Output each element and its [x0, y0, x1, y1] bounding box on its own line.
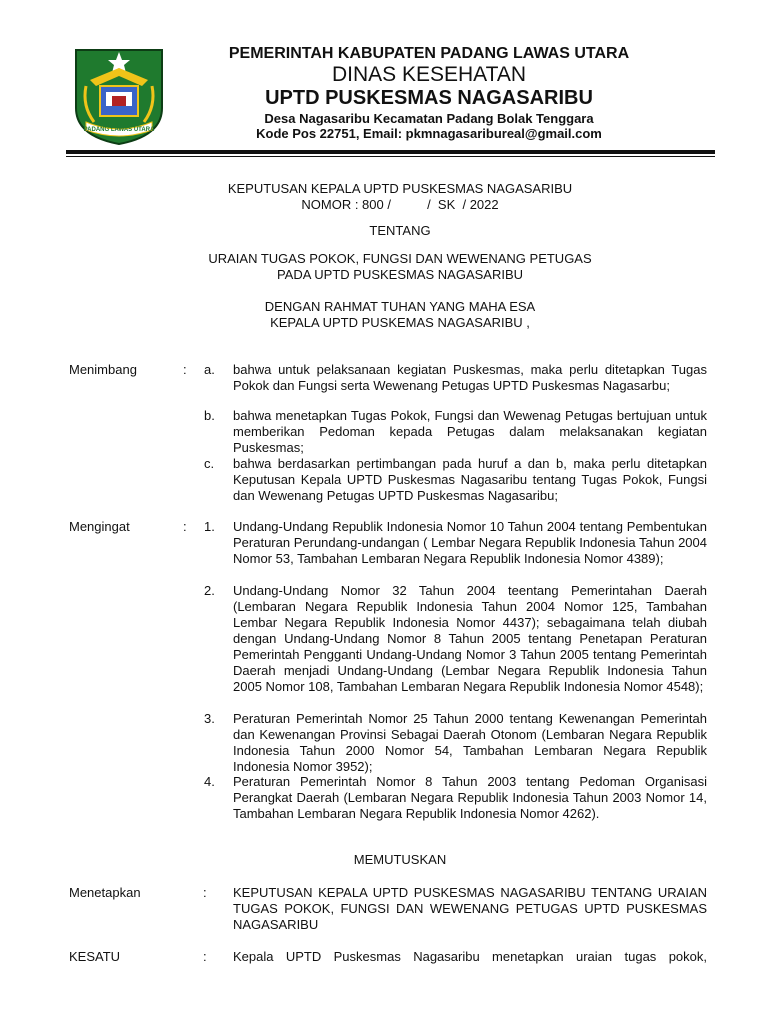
- decree-title: KEPUTUSAN KEPALA UPTD PUSKESMAS NAGASARIBU: [227, 181, 573, 196]
- letterhead-contact: Kode Pos 22751, Email: pkmnagasaribureal@gmail.com: [256, 126, 602, 141]
- letterhead-unit: UPTD PUSKESMAS NAGASARIBU: [265, 87, 593, 109]
- menimbang-label: Menimbang: [69, 362, 137, 377]
- kesatu-colon: :: [203, 949, 207, 964]
- tentang-label: TENTANG: [369, 223, 431, 238]
- menetapkan-label: Menetapkan: [69, 885, 141, 900]
- mengingat-colon: :: [183, 519, 187, 534]
- mengingat-item-2: Undang-Undang Nomor 32 Tahun 2004 teentang Pemerintahan Daerah (Lembaran Negara Republik Indonesia Tahun 2004 Nomor 125, Tambahan Lembar Negara Republik Indonesia Nomor 4437); sebagaimana telah diubah dengan Undang-Undang Nomor 8 Tahun 2005 tentang Penetapan Peraturan Pemerintah Pengganti Undang-Undang Nomor 3 Tahun 2005 tentang Pemerintah Daerah menjadi Undang-Undang (Lembar Negara Republik Indonesia Tahun 2005 Nomor 108, Tambahan Lembaran Negara Republik Indonesia Nomor 4548);: [233, 583, 707, 694]
- mengingat-item-3: Peraturan Pemerintah Nomor 25 Tahun 2000 tentang Kewenangan Pemerintah dan Kewenangan Provinsi Sebagai Daerah Otonom (Lembaran Negara Republik Indonesia Tahun 2000 Nomor 54, Tambahan Lembaran Negara Republik Indonesia Nomor 3952);: [233, 711, 707, 774]
- mengingat-marker-1: 1.: [204, 519, 215, 534]
- mengingat-marker-2: 2.: [204, 583, 215, 598]
- letterhead-government: PEMERINTAH KABUPATEN PADANG LAWAS UTARA: [228, 45, 630, 62]
- mengingat-item-4: Peraturan Pemerintah Nomor 8 Tahun 2003 tentang Pedoman Organisasi Perangkat Daerah (Lembaran Negara Republik Indonesia Tahun 2003 Nomor 14, Tambahan Lembaran Negara Republik Indonesia Nomor 4262).: [233, 774, 707, 821]
- regency-crest-logo: [72, 46, 166, 146]
- issuer-line: KEPALA UPTD PUSKEMAS NAGASARIBU ,: [270, 315, 530, 330]
- letterhead-rule-thick: [66, 150, 715, 154]
- letterhead-agency: DINAS KESEHATAN: [331, 63, 527, 86]
- mengingat-marker-3: 3.: [204, 711, 215, 726]
- letterhead-address: Desa Nagasaribu Kecamatan Padang Bolak Tenggara: [264, 111, 594, 126]
- letterhead-rule-thin: [66, 156, 715, 157]
- kesatu-text: Kepala UPTD Puskesmas Nagasaribu menetapkan uraian tugas pokok,: [233, 949, 707, 964]
- invocation: DENGAN RAHMAT TUHAN YANG MAHA ESA: [264, 299, 536, 314]
- decree-number: NOMOR : 800 / / SK / 2022: [301, 197, 499, 212]
- menimbang-item-c: bahwa berdasarkan pertimbangan pada huruf a dan b, maka perlu ditetapkan Keputusan Kepala UPTD Puskesmas Nagasaribu tentang Tugas Pokok, Fungsi dan Wewenang Petugas UPTD Puskesmas Nagasaribu;: [233, 456, 707, 503]
- mengingat-item-1: Undang-Undang Republik Indonesia Nomor 10 Tahun 2004 tentang Pembentukan Peraturan Perundang-undangan ( Lembar Negara Republik Indonesia Tahun 2004 Nomor 53, Tambahan Lembaran Negara Republik Indonesia Nomor 4389);: [233, 519, 707, 566]
- mengingat-label: Mengingat: [69, 519, 130, 534]
- menimbang-colon: :: [183, 362, 187, 377]
- menimbang-item-b: bahwa menetapkan Tugas Pokok, Fungsi dan Wewenag Petugas bertujuan untuk memberikan Pedoman kepada Petugas dalam melaksanakan kegiatan Puskesmas;: [233, 408, 707, 455]
- menimbang-marker-c: c.: [204, 456, 215, 471]
- decree-subject-line1: URAIAN TUGAS POKOK, FUNGSI DAN WEWENANG PETUGAS: [208, 251, 592, 266]
- mengingat-marker-4: 4.: [204, 774, 215, 789]
- decree-subject-line2: PADA UPTD PUSKESMAS NAGASARIBU: [276, 267, 524, 282]
- kesatu-label: KESATU: [69, 949, 121, 964]
- menimbang-item-a: bahwa untuk pelaksanaan kegiatan Puskesmas, maka perlu ditetapkan Tugas Pokok dan Fungsi serta Wewenang Petugas UPTD Puskesmas Nagasarbu;: [233, 362, 707, 393]
- menimbang-marker-b: b.: [204, 408, 215, 423]
- letterhead: [196, 44, 662, 141]
- menetapkan-colon: :: [203, 885, 207, 900]
- memutuskan-heading: MEMUTUSKAN: [353, 852, 447, 867]
- menimbang-marker-a: a.: [204, 362, 215, 377]
- menetapkan-text: KEPUTUSAN KEPALA UPTD PUSKESMAS NAGASARIBU TENTANG URAIAN TUGAS POKOK, FUNGSI DAN WEWENANG PETUGAS UPTD PUSKESMAS NAGASARIBU: [233, 885, 707, 932]
- logo-text: PADANG LAWAS UTARA: [83, 127, 155, 133]
